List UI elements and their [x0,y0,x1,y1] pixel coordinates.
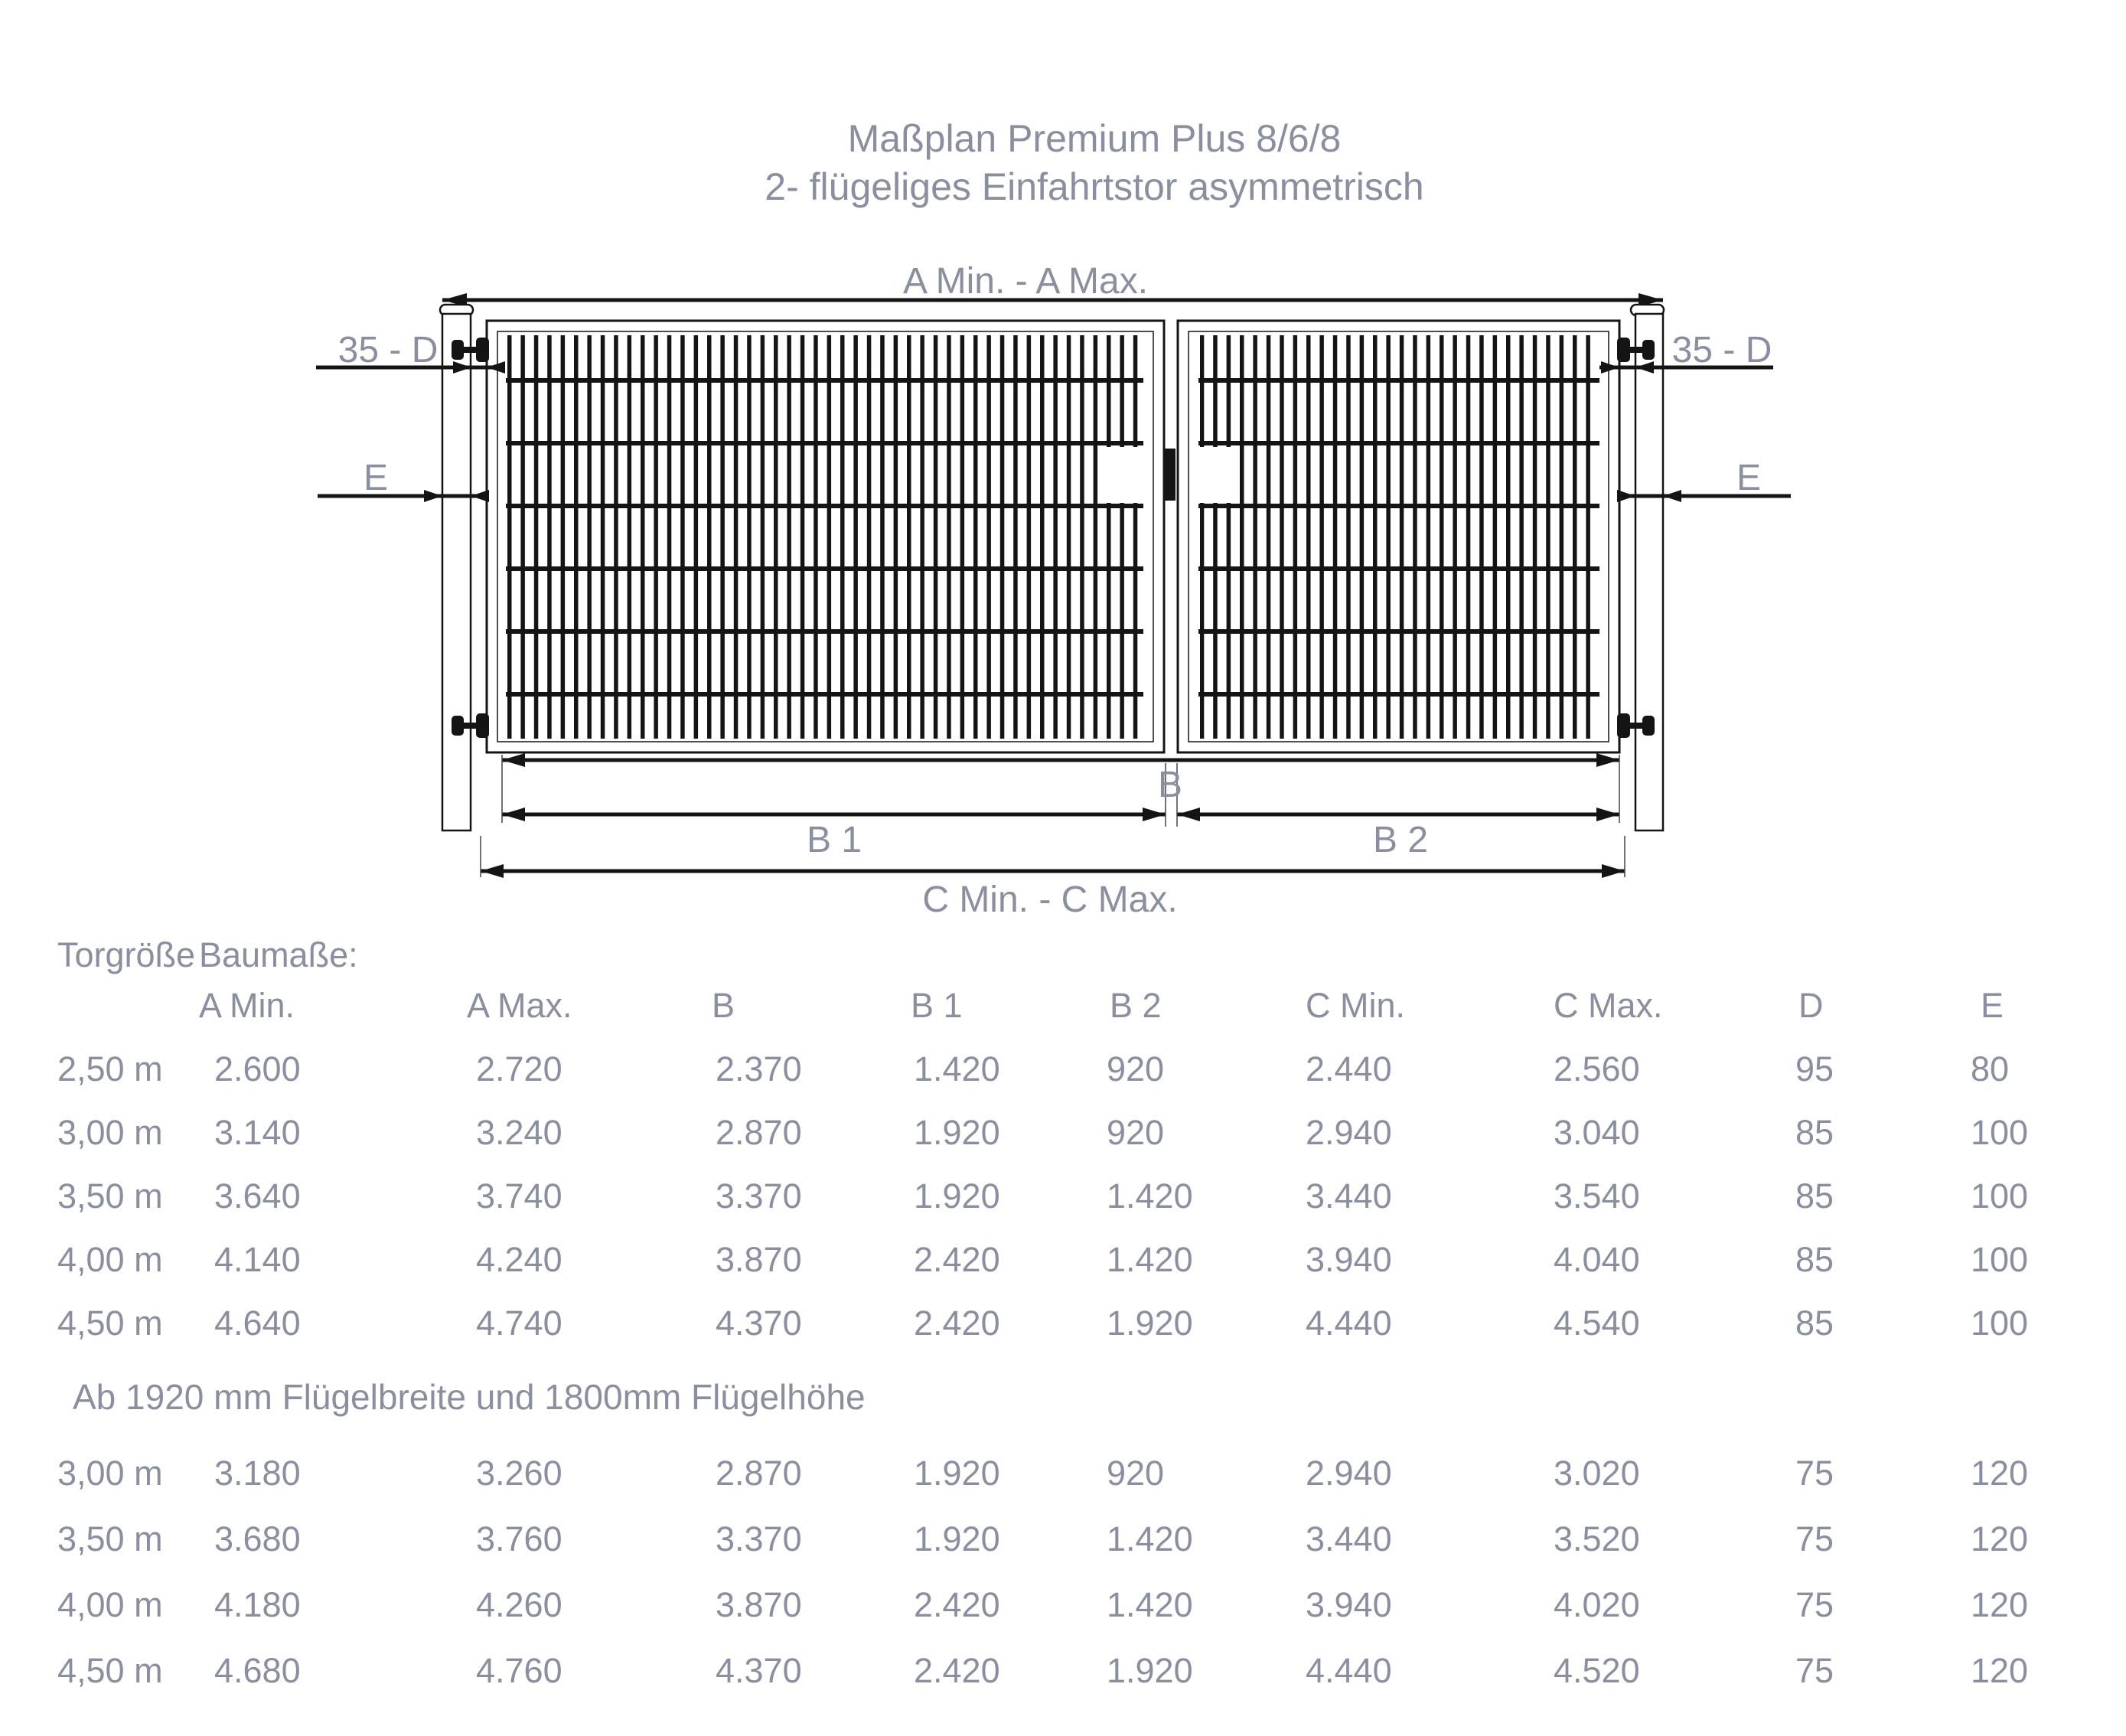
table-cell: 3.870 [716,1585,802,1624]
table-cell: 3.370 [716,1519,802,1558]
table-cell: 85 [1795,1176,1834,1216]
table-cell: 1.920 [914,1113,1000,1152]
table-row [57,1651,2126,1697]
table-cell: 1.420 [1107,1176,1193,1216]
table-cell: 4.370 [716,1651,802,1690]
table-cell: 3.870 [716,1240,802,1279]
table-body [57,0,2126,1736]
table-cell: 4.680 [214,1651,301,1690]
header-baumasse: Baumaße: [199,935,358,974]
table-cell: 75 [1795,1585,1834,1624]
table-cell: 95 [1795,1049,1834,1088]
table-row [57,1049,2126,1095]
table-cell: 1.420 [1107,1240,1193,1279]
table-cell: 2.420 [914,1651,1000,1690]
table-cell: 2.870 [716,1113,802,1152]
table-cell: 3.940 [1306,1240,1392,1279]
table-cell: 2.420 [914,1585,1000,1624]
table-row [57,1519,2126,1565]
table-cell: 1.420 [914,1049,1000,1088]
table-cell: 3.370 [716,1176,802,1216]
title-line-1: Maßplan Premium Plus 8/6/8 [847,117,1342,160]
table-cell: 2.600 [214,1049,301,1088]
table-row [57,1304,2126,1349]
table-cell: 3.040 [1554,1113,1640,1152]
table-cell: 1.920 [914,1454,1000,1493]
table-cell: 4.260 [476,1585,562,1624]
table-cell: 3.140 [214,1113,301,1152]
dim-label-b2: B 2 [1372,820,1429,860]
table-row [57,1454,2126,1499]
table-cell: 4.180 [214,1585,301,1624]
wing-size-note: Ab 1920 mm Flügelbreite und 1800mm Flügelhöhe [73,1377,866,1417]
table-cell: 75 [1795,1651,1834,1690]
table-cell: 1.920 [1107,1651,1193,1690]
table-cell: 2.560 [1554,1049,1640,1088]
table-cell: 4.040 [1554,1240,1640,1279]
table-cell: 100 [1971,1240,2029,1279]
row-size-label: 3,00 m [57,1454,163,1493]
table-cell: 2.870 [716,1454,802,1493]
row-size-label: 3,50 m [57,1519,163,1558]
row-size-label: 4,00 m [57,1585,163,1624]
dim-label-e-right: E [1736,458,1761,498]
table-cell: 920 [1107,1113,1165,1152]
table-cell: 4.020 [1554,1585,1640,1624]
row-size-label: 3,50 m [57,1176,163,1216]
table-cell: 100 [1971,1304,2029,1343]
table-cell: 3.680 [214,1519,301,1558]
table-row [57,1240,2126,1286]
row-size-label: 4,50 m [57,1304,163,1343]
header-torgroesse: Torgröße [57,935,196,974]
dim-label-b1: B 1 [806,820,862,860]
table-cell: 75 [1795,1454,1834,1493]
dim-label-b: B [1157,765,1182,805]
col-header-d: D [1798,986,1824,1025]
dim-label-d-left: 35 - D [337,330,439,370]
table-row [57,1585,2126,1631]
table-cell: 1.420 [1107,1585,1193,1624]
table-cell: 4.540 [1554,1304,1640,1343]
table-cell: 1.920 [914,1519,1000,1558]
col-header-e: E [1981,986,2004,1025]
table-cell: 3.260 [476,1454,562,1493]
table-cell: 2.370 [716,1049,802,1088]
table-cell: 2.420 [914,1240,1000,1279]
table-cell: 4.740 [476,1304,562,1343]
table-cell: 3.240 [476,1113,562,1152]
title-line-2: 2- flügeliges Einfahrtstor asymmetrisch [765,165,1424,208]
table-cell: 4.440 [1306,1651,1392,1690]
col-header-b2: B 2 [1110,986,1162,1025]
table-cell: 3.180 [214,1454,301,1493]
dim-label-a: A Min. - A Max. [902,261,1149,302]
col-header-a-min: A Min. [199,986,295,1025]
row-size-label: 3,00 m [57,1113,163,1152]
table-cell: 4.760 [476,1651,562,1690]
row-size-label: 4,50 m [57,1651,163,1690]
col-header-a-max: A Max. [467,986,572,1025]
table-cell: 100 [1971,1113,2029,1152]
table-cell: 4.140 [214,1240,301,1279]
table-cell: 100 [1971,1176,2029,1216]
row-size-label: 4,00 m [57,1240,163,1279]
table-cell: 3.440 [1306,1519,1392,1558]
table-cell: 85 [1795,1240,1834,1279]
table-cell: 4.370 [716,1304,802,1343]
col-header-c-min: C Min. [1306,986,1406,1025]
table-cell: 2.440 [1306,1049,1392,1088]
table-cell: 1.420 [1107,1519,1193,1558]
col-header-b: B [712,986,735,1025]
table-cell: 4.440 [1306,1304,1392,1343]
dim-label-c: C Min. - C Max. [922,879,1178,920]
row-size-label: 2,50 m [57,1049,163,1088]
table-cell: 1.920 [914,1176,1000,1216]
table-cell: 75 [1795,1519,1834,1558]
col-header-b1: B 1 [911,986,963,1025]
table-cell: 2.420 [914,1304,1000,1343]
table-cell: 80 [1971,1049,2010,1088]
table-cell: 4.640 [214,1304,301,1343]
table-cell: 3.540 [1554,1176,1640,1216]
table-cell: 3.740 [476,1176,562,1216]
table-cell: 4.240 [476,1240,562,1279]
table-cell: 3.940 [1306,1585,1392,1624]
table-cell: 85 [1795,1304,1834,1343]
table-cell: 120 [1971,1454,2029,1493]
table-cell: 4.520 [1554,1651,1640,1690]
col-header-c-max: C Max. [1554,986,1663,1025]
table-cell: 3.520 [1554,1519,1640,1558]
dim-label-d-right: 35 - D [1671,330,1772,370]
table-cell: 120 [1971,1651,2029,1690]
table-cell: 2.940 [1306,1454,1392,1493]
table-row [57,1176,2126,1222]
table-cell: 920 [1107,1049,1165,1088]
table-cell: 2.940 [1306,1113,1392,1152]
table-cell: 3.640 [214,1176,301,1216]
table-cell: 120 [1971,1519,2029,1558]
table-row [57,1113,2126,1159]
table-cell: 3.020 [1554,1454,1640,1493]
table-cell: 2.720 [476,1049,562,1088]
table-cell: 920 [1107,1454,1165,1493]
table-cell: 3.440 [1306,1176,1392,1216]
table-cell: 120 [1971,1585,2029,1624]
table-cell: 1.920 [1107,1304,1193,1343]
dim-label-e-left: E [363,458,388,498]
table-cell: 85 [1795,1113,1834,1152]
table-cell: 3.760 [476,1519,562,1558]
